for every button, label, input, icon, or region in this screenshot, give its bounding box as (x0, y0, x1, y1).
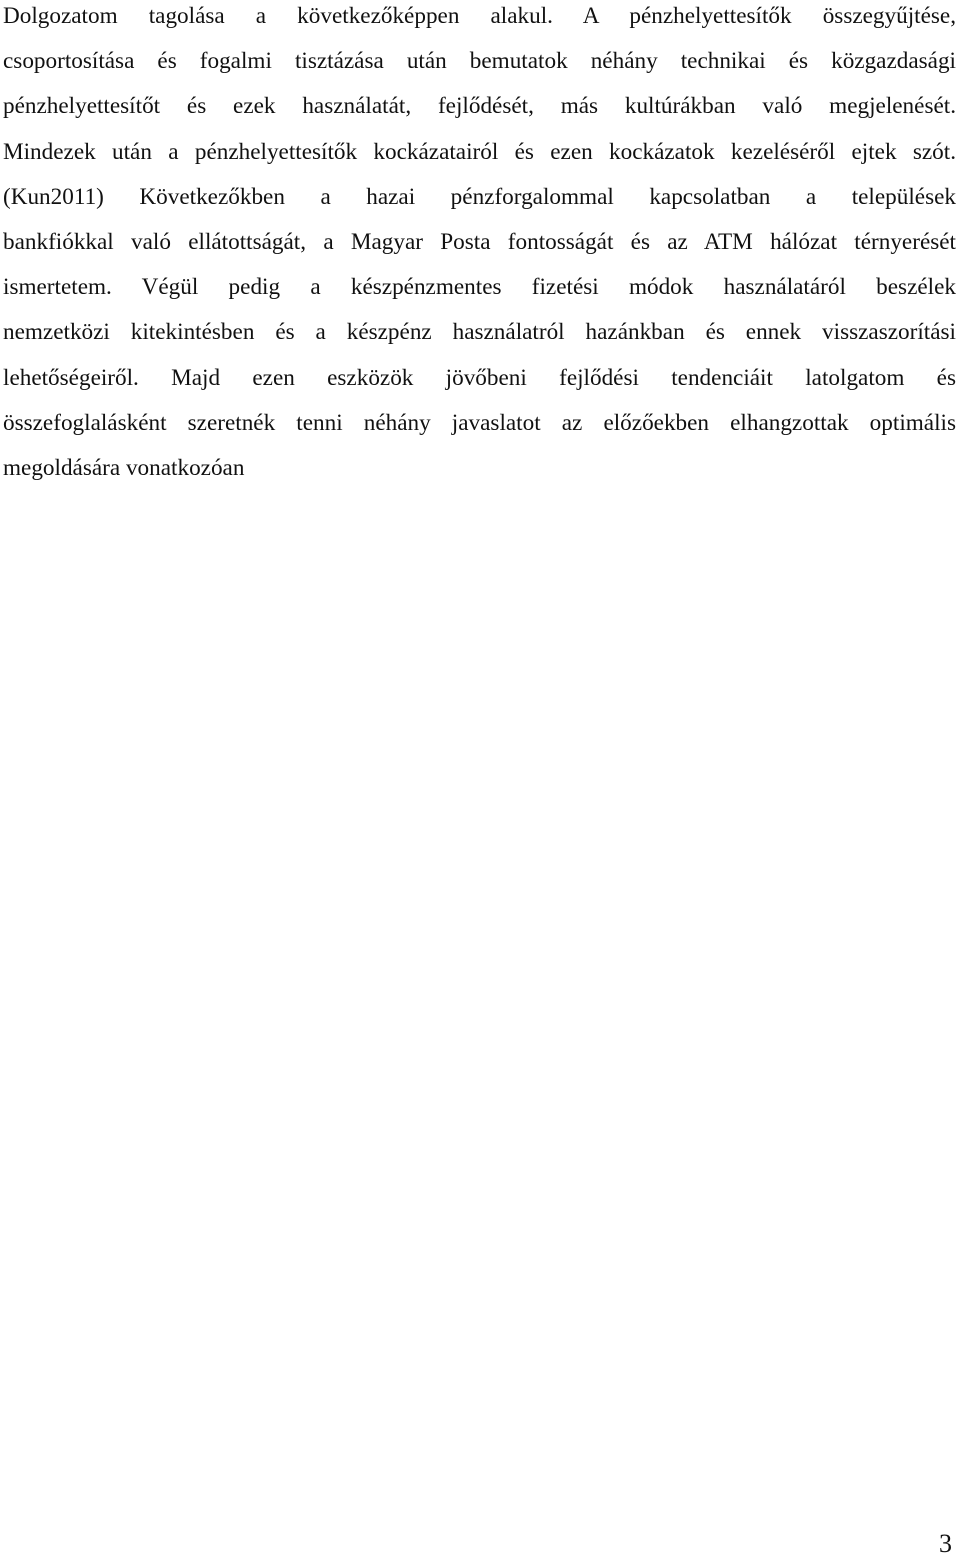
paragraph-line: megoldására vonatkozóan (3, 455, 245, 482)
paragraph-line: nemzetközi kitekintésben és a készpénz használatról hazánkban és ennek visszaszorítási (3, 319, 956, 346)
paragraph-line: Dolgozatom tagolása a következőképpen alakul. A pénzhelyettesítők összegyűjtése, (3, 3, 956, 29)
paragraph-line: (Kun2011) Következőkben a hazai pénzforgalommal kapcsolatban a települések (3, 183, 956, 210)
paragraph-line: Mindezek után a pénzhelyettesítők kockázatairól és ezen kockázatok kezeléséről ejtek szót. (3, 138, 956, 165)
paragraph-line: bankfiókkal való ellátottságát, a Magyar Posta fontosságát és az ATM hálózat térnyerését (3, 229, 956, 256)
body-paragraph (3, 0, 956, 491)
paragraph-line: csoportosítása és fogalmi tisztázása után bemutatok néhány technikai és közgazdasági (3, 48, 956, 75)
paragraph-line: pénzhelyettesítőt és ezek használatát, fejlődését, más kultúrákban való megjelenését. (3, 93, 956, 120)
paragraph-line: lehetőségeiről. Majd ezen eszközök jövőbeni fejlődési tendenciáit latolgatom és (3, 364, 956, 391)
paragraph-line: összefoglalásként szeretnék tenni néhány javaslatot az előzőekben elhangzottak optimális (3, 409, 956, 436)
page-number: 3 (939, 1529, 952, 1558)
paragraph-line: ismertetem. Végül pedig a készpénzmentes fizetési módok használatáról beszélek (3, 274, 956, 301)
